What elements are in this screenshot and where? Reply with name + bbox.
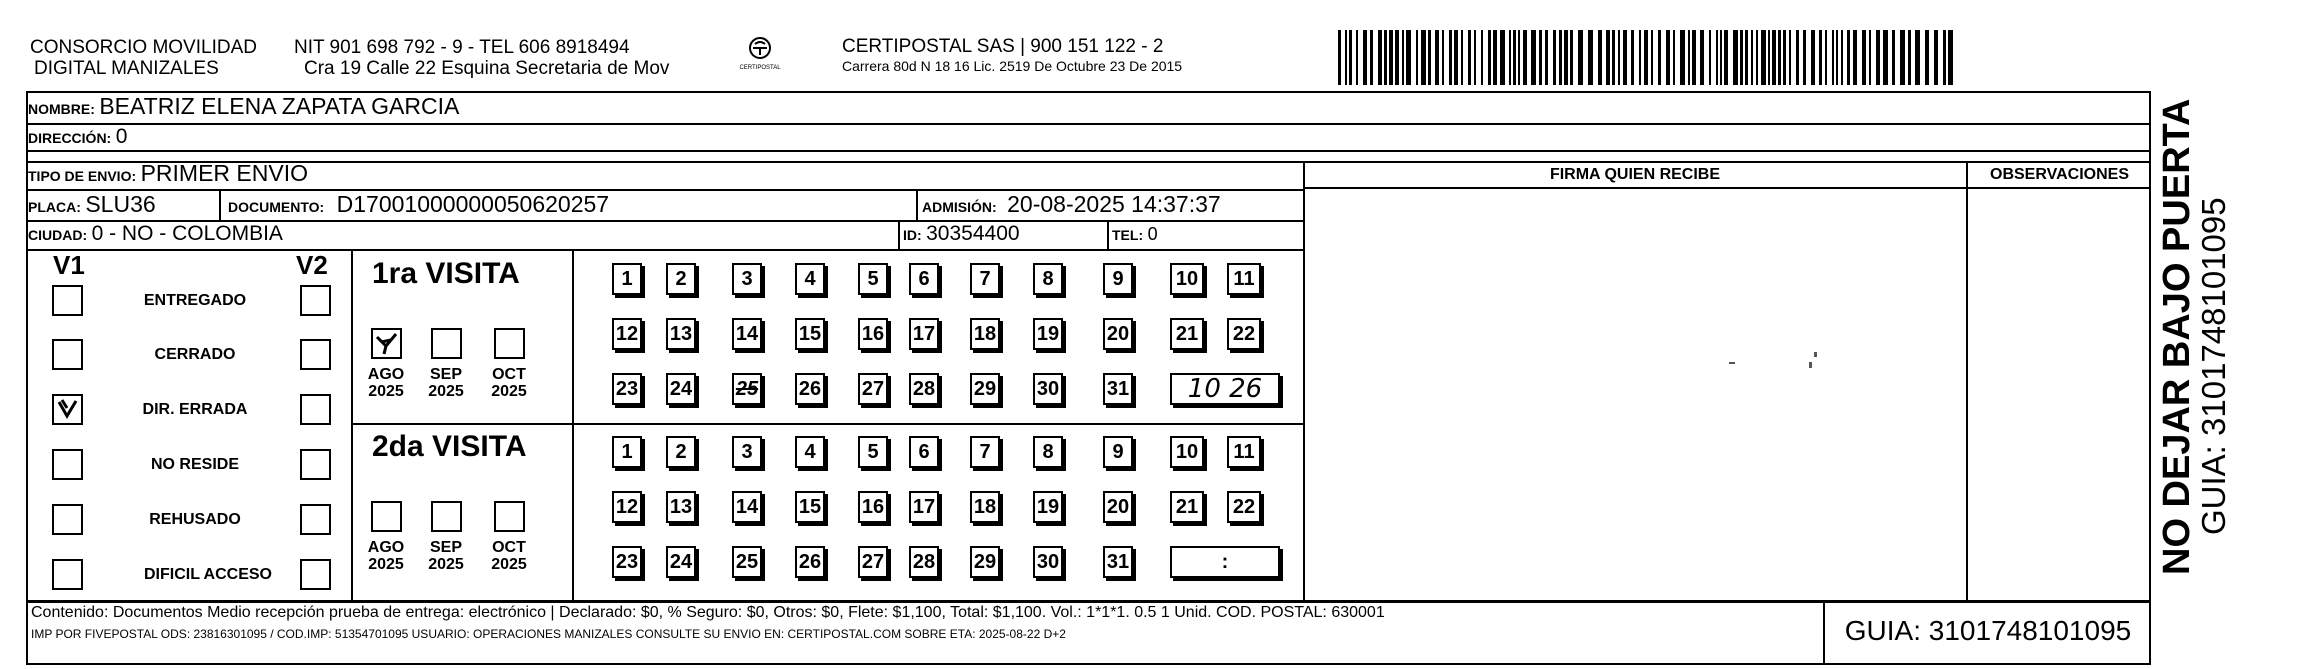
month-label (423, 539, 469, 573)
company-line-1: CONSORCIO MOVILIDAD (30, 37, 257, 58)
barcode-bar (1570, 30, 1573, 85)
barcode-bar (1370, 30, 1373, 85)
barcode-bar (1869, 30, 1871, 85)
barcode-bar (1796, 30, 1799, 85)
barcode-bar (1363, 30, 1367, 85)
time-box[interactable]: : (1170, 546, 1280, 578)
day-box[interactable]: 11 (1227, 263, 1261, 295)
barcode-bar (1883, 30, 1888, 85)
day-box[interactable]: 10 (1170, 436, 1204, 468)
tipo-envio-value: PRIMER ENVIO (140, 160, 308, 186)
admision-label: ADMISIÓN: (922, 199, 997, 215)
barcode-bar (1545, 30, 1548, 85)
day-box[interactable]: 23 (612, 546, 642, 578)
status-label: DIR. ERRADA (142, 401, 248, 418)
barcode-bar (1623, 30, 1627, 85)
day-box[interactable]: 1 (612, 436, 642, 468)
day-box[interactable]: 24 (666, 373, 696, 405)
day-box[interactable]: 21 (1170, 491, 1204, 523)
logo-caption: CERTIPOSTAL (739, 65, 781, 71)
barcode-bar (1772, 30, 1776, 85)
day-box[interactable]: 28 (909, 546, 939, 578)
barcode-bar (1644, 30, 1648, 85)
month-year: 2025 (368, 383, 404, 400)
certipostal-logo (735, 35, 785, 75)
direccion-label: DIRECCIÓN: (28, 130, 112, 146)
day-box[interactable]: 8 (1033, 263, 1063, 295)
barcode-bar (1468, 30, 1471, 85)
barcode-bar (1612, 30, 1615, 85)
month-year: 2025 (428, 556, 464, 573)
month-name: SEP (429, 539, 462, 556)
day-box[interactable]: 15 (795, 318, 825, 350)
day-box[interactable]: 29 (970, 546, 1000, 578)
barcode-bar (1720, 30, 1722, 85)
tipo-envio-row (28, 160, 308, 187)
day-box[interactable]: 1 (612, 263, 642, 295)
barcode-bar (1900, 30, 1905, 85)
address-line: Cra 19 Calle 22 Esquina Secretaria de Mov (304, 58, 670, 79)
barcode-bar (1768, 30, 1770, 85)
signature-area[interactable] (1307, 190, 1963, 600)
day-box[interactable]: 17 (909, 318, 939, 350)
barcode-bar (1709, 30, 1711, 85)
day-box[interactable]: 23 (612, 373, 642, 405)
month-label (423, 366, 469, 400)
firma-header: FIRMA QUIEN RECIBE (1549, 166, 1721, 183)
month-checkbox-ago[interactable] (371, 328, 402, 359)
barcode (1338, 30, 1958, 85)
barcode-bar (1836, 30, 1838, 85)
day-box[interactable]: 16 (858, 491, 888, 523)
barcode-bar (1631, 30, 1634, 85)
company-name (30, 37, 257, 79)
day-box[interactable]: 28 (909, 373, 939, 405)
v2-checkbox[interactable] (300, 339, 331, 370)
tel-label: TEL: (1112, 227, 1144, 243)
day-box[interactable]: 3 (732, 436, 762, 468)
day-box[interactable]: 6 (909, 263, 939, 295)
barcode-bar (1853, 30, 1857, 85)
barcode-bar (1639, 30, 1641, 85)
barcode-bar (1553, 30, 1556, 85)
barcode-bar (1811, 30, 1815, 85)
day-box[interactable]: 9 (1103, 263, 1133, 295)
documento-label: DOCUMENTO: (228, 199, 325, 215)
barcode-bar (1673, 30, 1675, 85)
month-name: OCT (492, 366, 526, 383)
direccion-row (28, 125, 127, 149)
barcode-bar (1449, 30, 1452, 85)
barcode-bar (1876, 30, 1880, 85)
side-text-area (2157, 95, 2197, 575)
barcode-bar (1435, 30, 1439, 85)
v2-checkbox[interactable] (300, 449, 331, 480)
barcode-bar (1338, 30, 1341, 85)
barcode-bar (1349, 30, 1352, 85)
day-box[interactable]: 13 (666, 491, 696, 523)
barcode-bar (1943, 30, 1946, 85)
day-box[interactable]: 6 (909, 436, 939, 468)
month-checkbox-sep[interactable] (431, 328, 462, 359)
barcode-bar (1745, 30, 1748, 85)
day-box[interactable]: 18 (970, 318, 1000, 350)
id-field (903, 222, 1020, 246)
month-label (486, 366, 532, 400)
day-box[interactable]: 10 (1170, 263, 1204, 295)
barcode-bar (1488, 30, 1491, 85)
barcode-bar (1481, 30, 1483, 85)
day-box[interactable]: 22 (1227, 318, 1261, 350)
day-box[interactable]: 3 (732, 263, 762, 295)
day-box[interactable]: 8 (1033, 436, 1063, 468)
barcode-bar (1756, 30, 1758, 85)
day-box[interactable]: 20 (1103, 491, 1133, 523)
day-box[interactable]: 9 (1103, 436, 1133, 468)
v1-checkbox[interactable] (52, 339, 83, 370)
admision-field (922, 191, 1221, 218)
day-box[interactable]: 12 (612, 491, 642, 523)
certi-line-2: Carrera 80d N 18 16 Lic. 2519 De Octubre 23 De 2015 (842, 58, 1183, 74)
signature-mark (1814, 352, 1817, 357)
v1-checkbox[interactable] (52, 449, 83, 480)
status-label: ENTREGADO (143, 292, 247, 309)
day-box[interactable]: 19 (1033, 491, 1063, 523)
second-visit-title: 2da VISITA (372, 430, 527, 463)
barcode-bar (1518, 30, 1520, 85)
barcode-bar (1345, 30, 1347, 85)
barcode-bar (1598, 30, 1602, 85)
day-box[interactable]: 5 (858, 263, 888, 295)
barcode-bar (1847, 30, 1850, 85)
tel-field (1112, 224, 1158, 245)
tipo-envio-label: TIPO DE ENVIO: (28, 168, 137, 184)
month-year: 2025 (368, 556, 404, 573)
signature-mark (1809, 362, 1812, 368)
barcode-bar (1428, 30, 1431, 85)
barcode-bar (1356, 30, 1358, 85)
v1-checkbox[interactable] (52, 559, 83, 590)
barcode-bar (1862, 30, 1866, 85)
day-box[interactable]: 31 (1103, 373, 1133, 405)
month-checkbox-ago[interactable] (371, 501, 402, 532)
no-dejar-warning: NO DEJAR BAJO PUERTA (2156, 98, 2198, 575)
barcode-bar (1733, 30, 1738, 85)
day-box[interactable]: 30 (1033, 546, 1063, 578)
day-box[interactable]: 15 (795, 491, 825, 523)
ciudad-label: CIUDAD: (28, 227, 88, 243)
observaciones-area[interactable] (1970, 190, 2148, 600)
day-box[interactable]: 14 (732, 318, 762, 350)
month-name: AGO (367, 366, 405, 383)
v2-checkbox[interactable] (300, 285, 331, 316)
month-year: 2025 (491, 383, 527, 400)
barcode-bar (1680, 30, 1685, 85)
barcode-bar (1658, 30, 1661, 85)
barcode-bar (1389, 30, 1393, 85)
day-box[interactable]: 13 (666, 318, 696, 350)
barcode-bar (1378, 30, 1382, 85)
nombre-label: NOMBRE: (28, 101, 95, 117)
barcode-bar (1751, 30, 1753, 85)
barcode-bar (1908, 30, 1911, 85)
day-box[interactable]: 29 (970, 373, 1000, 405)
month-label (363, 539, 409, 573)
id-label: ID: (903, 227, 922, 243)
barcode-bar (1783, 30, 1786, 85)
day-box[interactable]: 31 (1103, 546, 1133, 578)
status-label: NO RESIDE (150, 456, 239, 473)
day-box[interactable]: 7 (970, 436, 1000, 468)
placa-value: SLU36 (85, 191, 156, 217)
barcode-bar (1716, 30, 1718, 85)
company-line-2: DIGITAL MANIZALES (34, 58, 219, 79)
month-checkbox-oct[interactable] (494, 501, 525, 532)
placa-label: PLACA: (28, 199, 81, 215)
barcode-bar (1531, 30, 1536, 85)
day-box[interactable]: 12 (612, 318, 642, 350)
barcode-bar (1539, 30, 1542, 85)
day-box[interactable]: 21 (1170, 318, 1204, 350)
v2-checkbox[interactable] (300, 394, 331, 425)
day-box[interactable]: 27 (858, 373, 888, 405)
day-box[interactable]: 11 (1227, 436, 1261, 468)
barcode-bar (1442, 30, 1444, 85)
barcode-bar (1692, 30, 1696, 85)
barcode-bar (1934, 30, 1938, 85)
ciudad-field (28, 222, 283, 246)
day-box[interactable]: 24 (666, 546, 696, 578)
certipostal-info (842, 36, 1182, 75)
documento-value: D17001000000050620257 (336, 191, 610, 217)
nit-line: NIT 901 698 792 - 9 - TEL 606 8918494 (294, 37, 630, 58)
month-name: SEP (429, 366, 462, 383)
id-value: 30354400 (926, 222, 1020, 245)
barcode-bar (1421, 30, 1426, 85)
footer-imp: IMP POR FIVEPOSTAL ODS: 23816301095 / COD.IMP: 51354701095 USUARIO: OPERACIONES MANIZALES CONSULTE SU ENVIO EN: CERTIPOSTAL.COM SOBRE ETA: 2025-08-22 D+2 (31, 627, 1066, 641)
tel-value: 0 (1147, 224, 1158, 244)
barcode-bar (1513, 30, 1516, 85)
barcode-bar (1651, 30, 1653, 85)
month-checkbox-sep[interactable] (431, 501, 462, 532)
barcode-bar (1832, 30, 1834, 85)
v1-checkbox[interactable] (52, 504, 83, 535)
barcode-bar (1588, 30, 1593, 85)
barcode-bar (1915, 30, 1920, 85)
day-box[interactable]: 16 (858, 318, 888, 350)
placa-field (28, 191, 156, 218)
day-box[interactable]: 18 (970, 491, 1000, 523)
month-name: AGO (367, 539, 405, 556)
day-box-marked-value: 25 (735, 378, 759, 400)
barcode-bar (1523, 30, 1527, 85)
ciudad-value: 0 - NO - COLOMBIA (91, 222, 283, 245)
barcode-bar (1493, 30, 1497, 85)
day-box[interactable]: 20 (1103, 318, 1133, 350)
month-label (363, 366, 409, 400)
barcode-bar (1761, 30, 1766, 85)
company-contact (294, 37, 669, 79)
barcode-bar (1778, 30, 1781, 85)
day-box[interactable]: 26 (795, 546, 825, 578)
nombre-value: BEATRIZ ELENA ZAPATA GARCIA (99, 93, 460, 119)
day-box[interactable]: 26 (795, 373, 825, 405)
month-name: OCT (492, 539, 526, 556)
day-box[interactable]: 7 (970, 263, 1000, 295)
barcode-bar (1740, 30, 1743, 85)
month-year: 2025 (491, 556, 527, 573)
day-box[interactable]: 4 (795, 436, 825, 468)
certi-line-1: CERTIPOSTAL SAS | 900 151 122 - 2 (842, 36, 1164, 57)
barcode-bar (1618, 30, 1620, 85)
barcode-bar (1402, 30, 1404, 85)
barcode-bar (1559, 30, 1562, 85)
barcode-bar (1819, 30, 1822, 85)
barcode-bar (1948, 30, 1953, 85)
status-label: REHUSADO (149, 511, 241, 528)
v1-checkbox[interactable] (52, 394, 83, 425)
day-box[interactable]: 4 (795, 263, 825, 295)
barcode-bar (1578, 30, 1583, 85)
side-guia-area (2197, 95, 2231, 535)
barcode-bar (1384, 30, 1387, 85)
month-year: 2025 (428, 383, 464, 400)
barcode-bar (1700, 30, 1704, 85)
day-box[interactable]: 27 (858, 546, 888, 578)
barcode-bar (1803, 30, 1806, 85)
status-label: CERRADO (154, 346, 236, 363)
direccion-value: 0 (115, 125, 128, 148)
barcode-bar (1724, 30, 1728, 85)
barcode-bar (1500, 30, 1505, 85)
footer-contenido: Contenido: Documentos Medio recepción prueba de entrega: electrónico | Declarado: $0, % Seguro: $0, Otros: $0, Flete: $1,100, Total: $1,100. Vol.: 1*1*1. 0.5 1 Unid. COD. POSTAL: 630001 (31, 604, 1385, 621)
day-box[interactable] (732, 373, 762, 405)
barcode-bar (1841, 30, 1843, 85)
day-box[interactable]: 30 (1033, 373, 1063, 405)
day-box[interactable]: 22 (1227, 491, 1261, 523)
day-box[interactable]: 25 (732, 546, 762, 578)
footer-guia: GUIA: 3101748101095 (1844, 615, 2132, 646)
barcode-bar (1454, 30, 1458, 85)
v2-header: V2 (296, 250, 328, 280)
barcode-bar (1461, 30, 1463, 85)
signature-mark (1729, 362, 1735, 364)
day-box[interactable]: 19 (1033, 318, 1063, 350)
v2-checkbox[interactable] (300, 559, 331, 590)
barcode-bar (1825, 30, 1827, 85)
barcode-bar (1688, 30, 1690, 85)
barcode-bar (1892, 30, 1895, 85)
day-box[interactable]: 5 (858, 436, 888, 468)
barcode-bar (1416, 30, 1418, 85)
admision-value: 20-08-2025 14:37:37 (1007, 191, 1221, 217)
day-box[interactable]: 2 (666, 436, 696, 468)
documento-field (228, 191, 609, 218)
barcode-bar (1564, 30, 1568, 85)
barcode-bar (1395, 30, 1399, 85)
day-box[interactable]: 2 (666, 263, 696, 295)
day-box[interactable]: 17 (909, 491, 939, 523)
month-label (486, 539, 532, 573)
time-box[interactable]: 10 26 (1170, 373, 1280, 405)
day-box[interactable]: 14 (732, 491, 762, 523)
barcode-bar (1509, 30, 1511, 85)
barcode-bar (1925, 30, 1929, 85)
v1-header: V1 (53, 250, 85, 280)
side-guia: GUIA: 3101748101095 (2195, 197, 2232, 535)
status-label: DIFICIL ACCESO (143, 566, 272, 583)
barcode-bar (1666, 30, 1670, 85)
v1-checkbox[interactable] (52, 285, 83, 316)
v2-checkbox[interactable] (300, 504, 331, 535)
first-visit-title: 1ra VISITA (372, 257, 520, 290)
nombre-row (28, 93, 459, 120)
barcode-bar (1606, 30, 1610, 85)
barcode-bar (1474, 30, 1476, 85)
observaciones-header: OBSERVACIONES (1990, 166, 2129, 183)
barcode-bar (1406, 30, 1411, 85)
month-checkbox-oct[interactable] (494, 328, 525, 359)
barcode-bar (1789, 30, 1791, 85)
